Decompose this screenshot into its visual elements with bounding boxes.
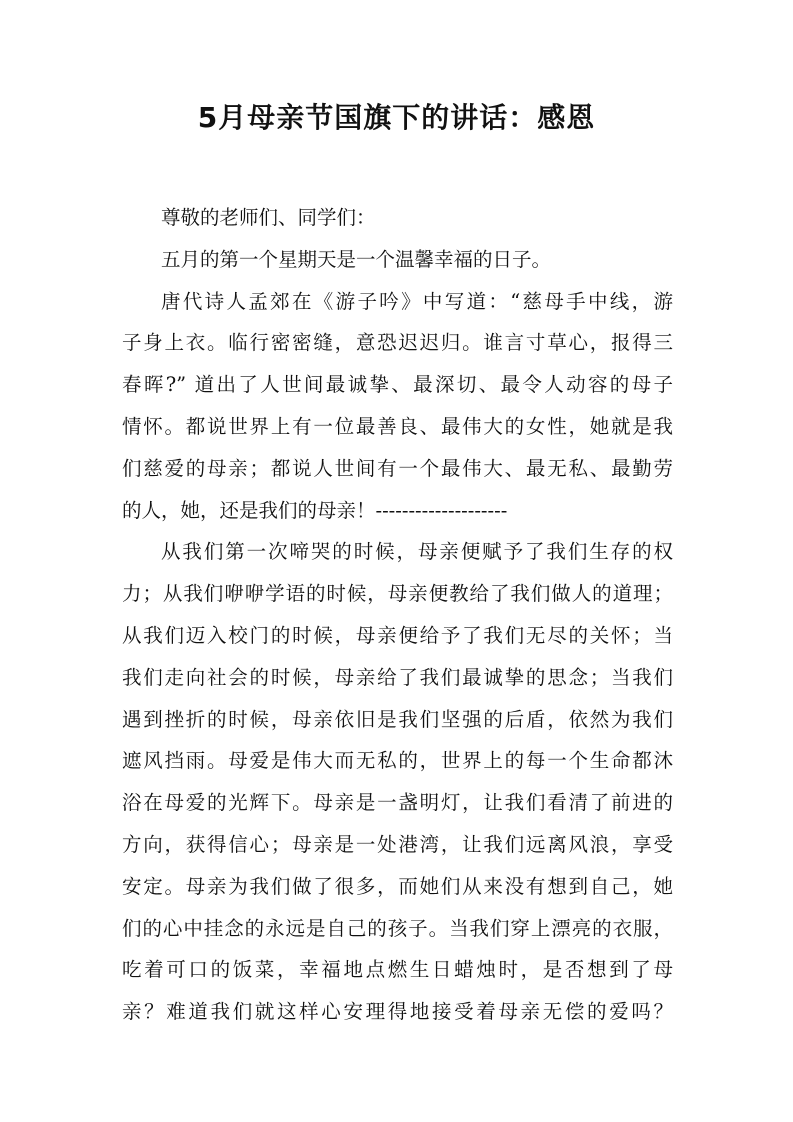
paragraph-line: 唐代诗人孟郊在《游子吟》中写道：“慈母手中线，游 [161, 289, 673, 313]
paragraph-line: 从我们第一次啼哭的时候，母亲便赋予了我们生存的权 [161, 540, 673, 564]
paragraph-line: 子身上衣。临行密密缝，意恐迟迟归。谁言寸草心，报得三 [122, 331, 673, 355]
document-body [122, 197, 673, 1033]
greeting-line: 尊敬的老师们、同学们： [161, 206, 376, 229]
paragraph-line: 安定。母亲为我们做了很多，而她们从来没有想到自己，她 [122, 874, 673, 898]
paragraph-line: 我们走向社会的时候，母亲给了我们最诚挚的思念；当我们 [122, 665, 673, 689]
paragraph-line: 遇到挫折的时候，母亲依旧是我们坚强的后盾，依然为我们 [122, 707, 673, 731]
paragraph-line: 春晖?” 道出了人世间最诚挚、最深切、最令人动容的母子 [122, 373, 673, 397]
paragraph-line: 力；从我们咿咿学语的时候，母亲便教给了我们做人的道理； [122, 582, 673, 606]
paragraph-line: 吃着可口的饭菜，幸福地点燃生日蜡烛时，是否想到了母 [122, 958, 673, 982]
paragraph-line: 亲？难道我们就这样心安理得地接受着母亲无偿的爱吗？ [122, 1000, 673, 1024]
paragraph-line: 遮风挡雨。母爱是伟大而无私的，世界上的每一个生命都沐 [122, 749, 673, 773]
paragraph-line: 浴在母爱的光辉下。母亲是一盏明灯，让我们看清了前进的 [122, 791, 673, 815]
document-title: 5月母亲节国旗下的讲话：感恩 [197, 101, 596, 134]
paragraph-line: 从我们迈入校门的时候，母亲便给予了我们无尽的关怀；当 [122, 623, 673, 647]
paragraph-line: 五月的第一个星期天是一个温馨幸福的日子。 [161, 247, 552, 271]
paragraph-line: 的人，她，还是我们的母亲！-------------------- [122, 498, 508, 522]
paragraph-line: 方向，获得信心；母亲是一处港湾，让我们远离风浪，享受 [122, 832, 673, 856]
paragraph-line: 们慈爱的母亲；都说人世间有一个最伟大、最无私、最勤劳 [122, 456, 673, 480]
paragraph-line: 们的心中挂念的永远是自己的孩子。当我们穿上漂亮的衣服， [122, 916, 673, 940]
paragraph-line: 情怀。都说世界上有一位最善良、最伟大的女性，她就是我 [122, 414, 673, 438]
